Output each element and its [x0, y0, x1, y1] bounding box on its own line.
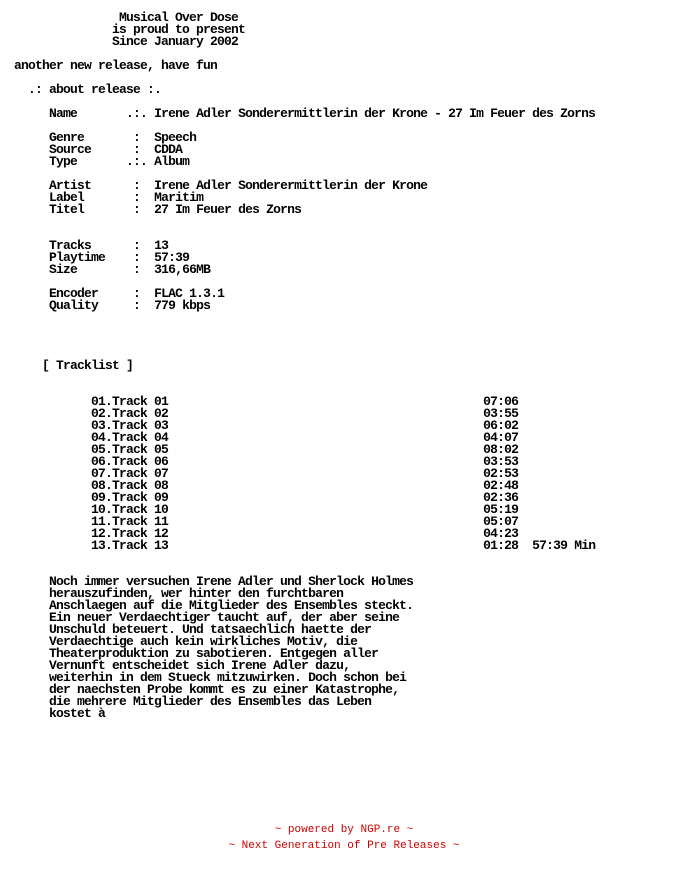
description-line: der naechsten Probe kommt es zu einer Katastrophe, [49, 682, 400, 697]
nfo-text [0, 12, 595, 720]
tracks-value: 13 [154, 238, 169, 253]
since-line: Since January 2002 [112, 34, 239, 49]
track-number: 03. [91, 418, 113, 433]
titel-value: 27 Im Feuer des Zorns [154, 202, 302, 217]
description-line: Vernunft entscheidet sich Irene Adler dazu, [49, 658, 351, 673]
track-time: 04:23 [483, 526, 519, 541]
track-number: 07. [91, 466, 113, 481]
track-title: Track 01 [112, 394, 169, 409]
quality-label: Quality [49, 298, 99, 313]
track-title: Track 09 [112, 490, 169, 505]
size-label: Size [49, 262, 78, 277]
playtime-separator: : [133, 250, 141, 265]
encoder-value: FLAC 1.3.1 [154, 286, 225, 301]
track-title: Track 03 [112, 418, 169, 433]
playtime-label: Playtime [49, 250, 106, 265]
track-number: 01. [91, 394, 113, 409]
total-time: 57:39 [532, 538, 568, 553]
size-value: 316,66MB [154, 262, 211, 277]
track-time: 03:55 [483, 406, 519, 421]
track-title: Track 07 [112, 466, 169, 481]
track-time: 02:53 [483, 466, 519, 481]
label-value: Maritim [154, 190, 204, 205]
track-number: 11. [91, 514, 113, 529]
track-number: 09. [91, 490, 113, 505]
label-separator: : [133, 190, 141, 205]
source-value: CDDA [154, 142, 183, 157]
track-title: Track 08 [112, 478, 169, 493]
track-time: 02:48 [483, 478, 519, 493]
description-line: Unschuld beteuert. Und tatsaechlich haette der [49, 622, 372, 637]
track-number: 10. [91, 502, 113, 517]
track-number: 05. [91, 442, 113, 457]
present-line: is proud to present [112, 22, 246, 37]
about-heading: .: about release :. [28, 82, 162, 97]
name-label: Name [49, 106, 78, 121]
titel-separator: : [133, 202, 141, 217]
size-separator: : [133, 262, 141, 277]
description-line: kostet à [49, 706, 106, 721]
name-separator: .:. [126, 106, 148, 121]
tracks-separator: : [133, 238, 141, 253]
quality-separator: : [133, 298, 141, 313]
source-label: Source [49, 142, 92, 157]
powered-by-link[interactable]: ~ powered by NGP.re ~ [274, 824, 414, 836]
description-line: Verdaechtige auch kein wirkliches Motiv, die [49, 634, 358, 649]
quality-value: 779 kbps [154, 298, 211, 313]
tracklist-heading: [ Tracklist ] [42, 358, 134, 373]
artist-separator: : [133, 178, 141, 193]
type-label: Type [49, 154, 78, 169]
label-label: Label [49, 190, 85, 205]
ngp-tagline-link[interactable]: ~ Next Generation of Pre Releases ~ [228, 840, 460, 852]
track-number: 08. [91, 478, 113, 493]
track-time: 05:19 [483, 502, 519, 517]
track-title: Track 06 [112, 454, 169, 469]
description-line: herauszufinden, wer hinter den furchtbaren [49, 586, 344, 601]
track-number: 12. [91, 526, 113, 541]
track-time: 08:02 [483, 442, 519, 457]
track-title: Track 11 [112, 514, 169, 529]
description-line: Theaterproduktion zu sabotieren. Entgegen aller [49, 646, 379, 661]
track-time: 03:53 [483, 454, 519, 469]
genre-separator: : [133, 130, 141, 145]
track-number: 02. [91, 406, 113, 421]
description-line: Ein neuer Verdaechtiger taucht auf, der aber seine [49, 610, 400, 625]
track-time: 06:02 [483, 418, 519, 433]
encoder-separator: : [133, 286, 141, 301]
total-unit: Min [574, 538, 596, 553]
track-title: Track 12 [112, 526, 169, 541]
artist-value: Irene Adler Sonderermittlerin der Krone [154, 178, 428, 193]
tagline: another new release, have fun [14, 58, 218, 73]
artist-label: Artist [49, 178, 92, 193]
track-number: 06. [91, 454, 113, 469]
track-title: Track 13 [112, 538, 169, 553]
group-name: Musical Over Dose [119, 10, 239, 25]
track-time: 04:07 [483, 430, 519, 445]
titel-label: Titel [49, 202, 85, 217]
track-title: Track 05 [112, 442, 169, 457]
track-title: Track 02 [112, 406, 169, 421]
description-line: Anschlaegen auf die Mitglieder des Ensembles steckt. [49, 598, 414, 613]
tracks-label: Tracks [49, 238, 92, 253]
track-title: Track 04 [112, 430, 169, 445]
track-title: Track 10 [112, 502, 169, 517]
description-line: weiterhin in dem Stueck mitzuwirken. Doch schon bei [49, 670, 407, 685]
track-time: 05:07 [483, 514, 519, 529]
type-value: Album [154, 154, 190, 169]
description-line: Noch immer versuchen Irene Adler und Sherlock Holmes [49, 574, 414, 589]
type-separator: .:. [126, 154, 148, 169]
track-time: 01:28 [483, 538, 519, 553]
source-separator: : [133, 142, 141, 157]
encoder-label: Encoder [49, 286, 99, 301]
release-name: Irene Adler Sonderermittlerin der Krone - 27 Im Feuer des Zorns [154, 106, 596, 121]
genre-label: Genre [49, 130, 85, 145]
track-number: 13. [91, 538, 113, 553]
track-time: 07:06 [483, 394, 519, 409]
track-time: 02:36 [483, 490, 519, 505]
genre-value: Speech [154, 130, 197, 145]
track-number: 04. [91, 430, 113, 445]
description-line: die mehrere Mitglieder des Ensembles das Leben [49, 694, 372, 709]
playtime-value: 57:39 [154, 250, 190, 265]
